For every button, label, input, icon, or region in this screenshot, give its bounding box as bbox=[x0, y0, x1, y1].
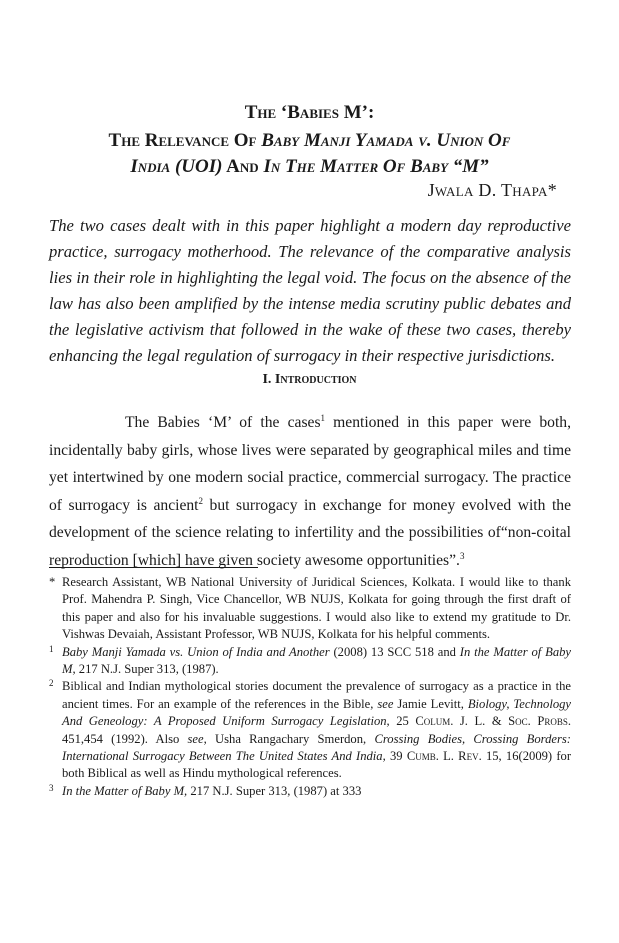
footnote-2-title-1: Biology, Technology And Geneology: A Proposed Uniform Surrogacy Legislation, bbox=[62, 696, 572, 729]
footnote-ref-1[interactable]: 1 bbox=[320, 412, 326, 423]
footnote-2-see-2: see, bbox=[187, 731, 207, 746]
case-name-uoi: India (UOI) bbox=[130, 156, 223, 177]
title-line-2 bbox=[0, 129, 619, 153]
footnote-2-author-2: Usha Rangachary Smerdon, bbox=[206, 731, 375, 746]
body-paragraph bbox=[49, 409, 571, 574]
footnote-1-case-a: Baby Manji Yamada vs. Union of India and Another bbox=[62, 644, 330, 659]
footnote-2-pages-2: 15, 16(2009) for both Biblical as well as Hindu mythological references. bbox=[62, 749, 572, 781]
footnote-2-title-2: Crossing Bodies, Crossing Borders: International Surrogacy Between The United States And India, bbox=[62, 731, 571, 764]
section-heading: I. Introduction bbox=[262, 372, 357, 387]
case-name-baby-m: In The Matter Of Baby “M” bbox=[263, 156, 489, 177]
title-conjunction: And bbox=[222, 156, 264, 177]
footnote-3 bbox=[49, 783, 571, 800]
body-part-3: but surrogacy in exchange for money evolved with the development of the science relating to infertility and the possibilities of“non-coital reproduction [which] have given society awesome opportunities”. bbox=[49, 496, 572, 569]
footnote-1 bbox=[49, 644, 571, 679]
footnote-3-case: In the Matter of Baby M, bbox=[62, 783, 188, 798]
case-name-baby-manji: Baby Manji Yamada v. Union Of bbox=[261, 130, 511, 151]
footnote-2-mark: 2 bbox=[49, 678, 54, 689]
footnote-star bbox=[49, 574, 571, 644]
footnote-divider bbox=[49, 567, 258, 568]
footnote-2-journal-1: Colum. J. L. & Soc. Probs. bbox=[415, 714, 571, 729]
footnote-2-pages-1: 451,454 (1992). Also bbox=[62, 731, 188, 746]
footnote-2 bbox=[49, 678, 571, 782]
footnote-2-text-a: Biblical and Indian mythological stories document the prevalence of surrogacy as a practice in the ancient times. For an example of the references in the Bible, bbox=[62, 679, 571, 711]
footnote-ref-2[interactable]: 2 bbox=[198, 495, 204, 506]
footnote-2-vol-2: 39 bbox=[385, 749, 407, 764]
footnote-ref-3[interactable]: 3 bbox=[459, 550, 465, 561]
footnote-3-mark: 3 bbox=[49, 782, 54, 793]
body-part-1: The Babies ‘M’ of the cases bbox=[125, 414, 321, 431]
footnotes bbox=[49, 574, 571, 800]
body-text bbox=[49, 409, 571, 574]
title-line-1 bbox=[0, 101, 619, 125]
footnote-2-author-1: Jamie Levitt, bbox=[393, 696, 468, 711]
abstract bbox=[49, 213, 571, 369]
footnote-2-see-1: see bbox=[377, 696, 394, 711]
title-line-3 bbox=[0, 155, 619, 179]
footnote-1-cite-a: (2008) 13 SCC 518 and bbox=[329, 644, 460, 659]
footnote-1-case-b: In the Matter of Baby M, bbox=[62, 644, 572, 677]
author-name: Jwala D. Thapa* bbox=[427, 180, 557, 200]
footnote-star-text: Research Assistant, WB National University of Juridical Sciences, Kolkata. I would like to thank Prof. Mahendra P. Singh, Vice Chancellor, WB NUJS, Kolkata for going through the first draft of this paper and also for his invaluable suggestions. I would also like to extend my gratitude to Dr. Vishwas Devaiah, Assistant Professor, WB NUJS, Kolkata for his helpful comments. bbox=[62, 575, 571, 642]
footnote-1-mark: 1 bbox=[49, 643, 54, 654]
title-subtitle-part: The Relevance Of bbox=[108, 130, 262, 151]
footnote-3-cite: 217 N.J. Super 313, (1987) at 333 bbox=[187, 783, 362, 798]
abstract-text: The two cases dealt with in this paper highlight a modern day reproductive practice, surrogacy motherhood. The relevance of the comparative analysis lies in their role in highlighting the legal void. The focus on the absence of the law has also been amplified by the intense media scrutiny public debates and the legislative activism that followed in the wake of these two cases, thereby enhancing the legal regulation of surrogacy in their respective jurisdictions. bbox=[49, 216, 571, 365]
body-part-2: mentioned in this paper were both, incidentally baby girls, whose lives were separated by geographical miles and time yet intertwined by one modern social practice, commercial surrogacy. The practice of surrogacy is ancient bbox=[49, 414, 571, 514]
footnote-2-vol-1: 25 bbox=[389, 714, 416, 729]
footnote-2-journal-2: Cumb. L. Rev. bbox=[406, 749, 482, 764]
footnote-1-cite-b: 217 N.J. Super 313, (1987). bbox=[75, 662, 219, 677]
title-main: The ‘Babies M’: bbox=[244, 102, 375, 123]
footnote-star-mark: * bbox=[49, 575, 56, 589]
